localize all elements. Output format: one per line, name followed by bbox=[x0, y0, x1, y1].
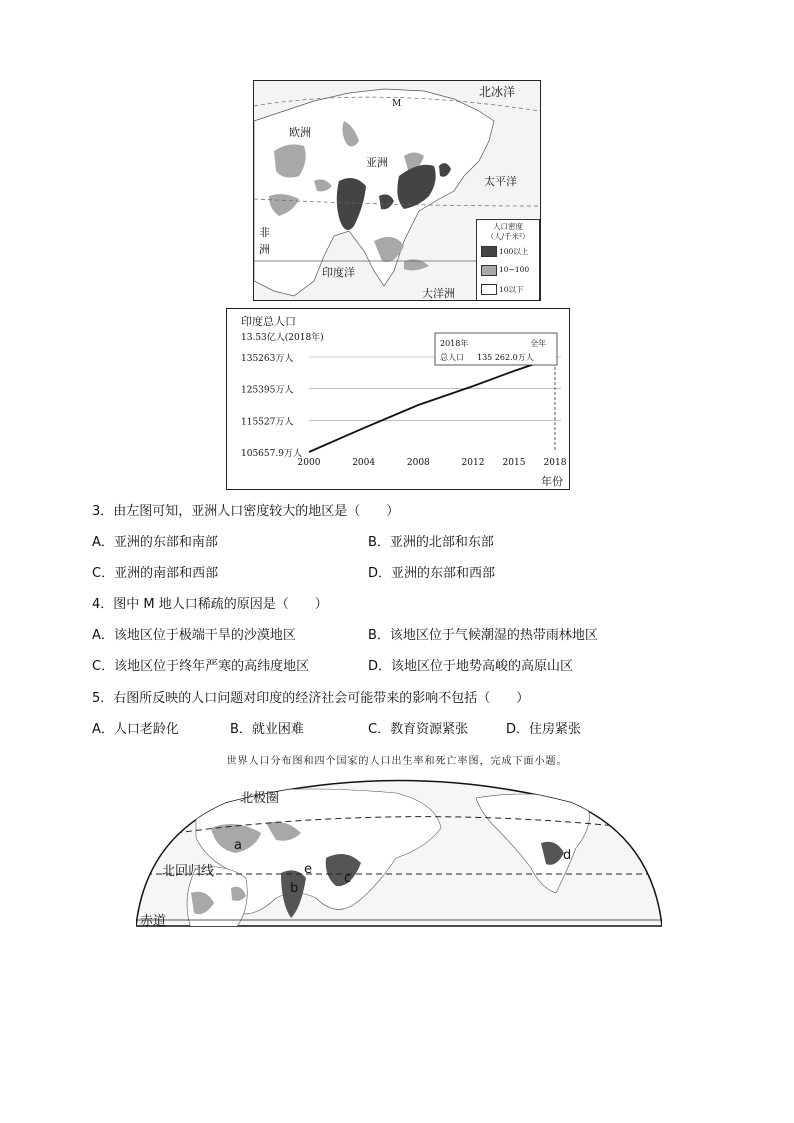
x-tick-label-2: 2008 bbox=[406, 458, 430, 468]
question-4-option-d: D．该地区位于地势高峻的高原山区 bbox=[368, 659, 574, 674]
point-e: e bbox=[304, 862, 312, 877]
legend-swatch-low bbox=[481, 284, 497, 295]
annotation-year: 2018年 bbox=[440, 339, 469, 348]
chart-title: 印度总人口 bbox=[241, 315, 296, 328]
annotation-full-year: 全年 bbox=[530, 339, 546, 348]
label-africa-1: 非 bbox=[259, 226, 270, 239]
label-arctic-circle: 北极圈 bbox=[240, 791, 280, 806]
point-b: b bbox=[290, 881, 299, 896]
point-c: c bbox=[344, 871, 352, 886]
question-4-option-a: A．该地区位于极端干旱的沙漠地区 bbox=[92, 628, 296, 643]
chart-series bbox=[309, 355, 558, 452]
y-tick-label-3: 135263万人 bbox=[241, 354, 294, 364]
chart-x-unit: 年份 bbox=[541, 475, 563, 488]
chart-y-tick-labels bbox=[241, 352, 302, 459]
question-3-option-d: D．亚洲的东部和西部 bbox=[368, 566, 496, 581]
india-population-chart-svg bbox=[227, 309, 569, 489]
question-5-option-c: C．教育资源紧张 bbox=[368, 722, 469, 737]
x-tick-label-5: 2018 bbox=[543, 458, 567, 468]
world-population-map bbox=[136, 778, 662, 928]
question-5-option-a: A．人口老龄化 bbox=[92, 722, 179, 737]
legend-swatch-high bbox=[481, 246, 497, 257]
question-3-stem: 3．由左图可知，亚洲人口密度较大的地区是（ ） bbox=[92, 504, 400, 519]
question-3-option-c: C．亚洲的南部和西部 bbox=[92, 566, 219, 581]
question-5-option-d: D．住房紧张 bbox=[506, 722, 582, 737]
series-line-0 bbox=[309, 357, 555, 452]
x-tick-label-4: 2015 bbox=[502, 458, 526, 468]
legend-swatch-medium bbox=[481, 265, 497, 276]
point-d: d bbox=[563, 848, 572, 863]
legend-title: 人口密度 （人/千米²） bbox=[486, 222, 530, 241]
label-europe: 欧洲 bbox=[289, 126, 311, 139]
chart-x-tick-labels bbox=[298, 458, 567, 468]
label-equator: 赤道 bbox=[140, 914, 167, 929]
question-5-option-b: B．就业困难 bbox=[230, 722, 304, 737]
question-4-stem: 4．图中 M 地人口稀疏的原因是（ ） bbox=[92, 597, 328, 612]
section-caption: 世界人口分布图和四个国家的人口出生率和死亡率图，完成下面小题。 bbox=[226, 756, 568, 767]
label-pacific-ocean: 太平洋 bbox=[484, 175, 517, 188]
label-africa-2: 洲 bbox=[259, 243, 270, 256]
label-tropic-of-cancer: 北回归线 bbox=[162, 864, 215, 879]
y-tick-label-2: 125395万人 bbox=[241, 385, 294, 396]
legend-label-high: 100以上 bbox=[499, 247, 529, 256]
question-3-option-a: A．亚洲的东部和南部 bbox=[92, 535, 218, 550]
legend-label-medium: 10~100 bbox=[499, 265, 530, 274]
asia-population-density-map bbox=[253, 80, 541, 301]
chart-subtitle: 13.53亿人(2018年) bbox=[241, 333, 324, 343]
y-tick-label-1: 115527万人 bbox=[241, 417, 294, 428]
x-tick-label-3: 2012 bbox=[461, 458, 485, 468]
chart-gridlines bbox=[309, 357, 561, 452]
question-4-option-c: C．该地区位于终年严寒的高纬度地区 bbox=[92, 659, 310, 674]
question-4-option-b: B．该地区位于气候潮湿的热带雨林地区 bbox=[368, 628, 598, 643]
india-population-chart bbox=[226, 308, 570, 490]
y-tick-label-0: 105657.9万人 bbox=[241, 449, 302, 459]
x-tick-label-0: 2000 bbox=[297, 458, 321, 468]
x-tick-label-1: 2004 bbox=[352, 458, 376, 468]
world-map-drawing bbox=[136, 778, 662, 928]
label-oceania: 大洋洲 bbox=[422, 287, 455, 300]
question-5-stem: 5．右图所反映的人口问题对印度的经济社会可能带来的影响不包括（ ） bbox=[92, 691, 530, 706]
label-indian-ocean: 印度洋 bbox=[322, 266, 355, 279]
legend-label-low: 10以下 bbox=[499, 285, 524, 294]
annotation-label: 总人口 bbox=[440, 353, 464, 362]
question-3-option-b: B．亚洲的北部和东部 bbox=[368, 535, 494, 550]
point-a: a bbox=[234, 838, 242, 853]
label-m: M bbox=[392, 99, 402, 109]
label-asia: 亚洲 bbox=[366, 156, 388, 169]
annotation-value: 135 262.0万人 bbox=[477, 353, 534, 362]
density-legend bbox=[476, 219, 540, 301]
label-arctic-ocean: 北冰洋 bbox=[479, 85, 516, 99]
